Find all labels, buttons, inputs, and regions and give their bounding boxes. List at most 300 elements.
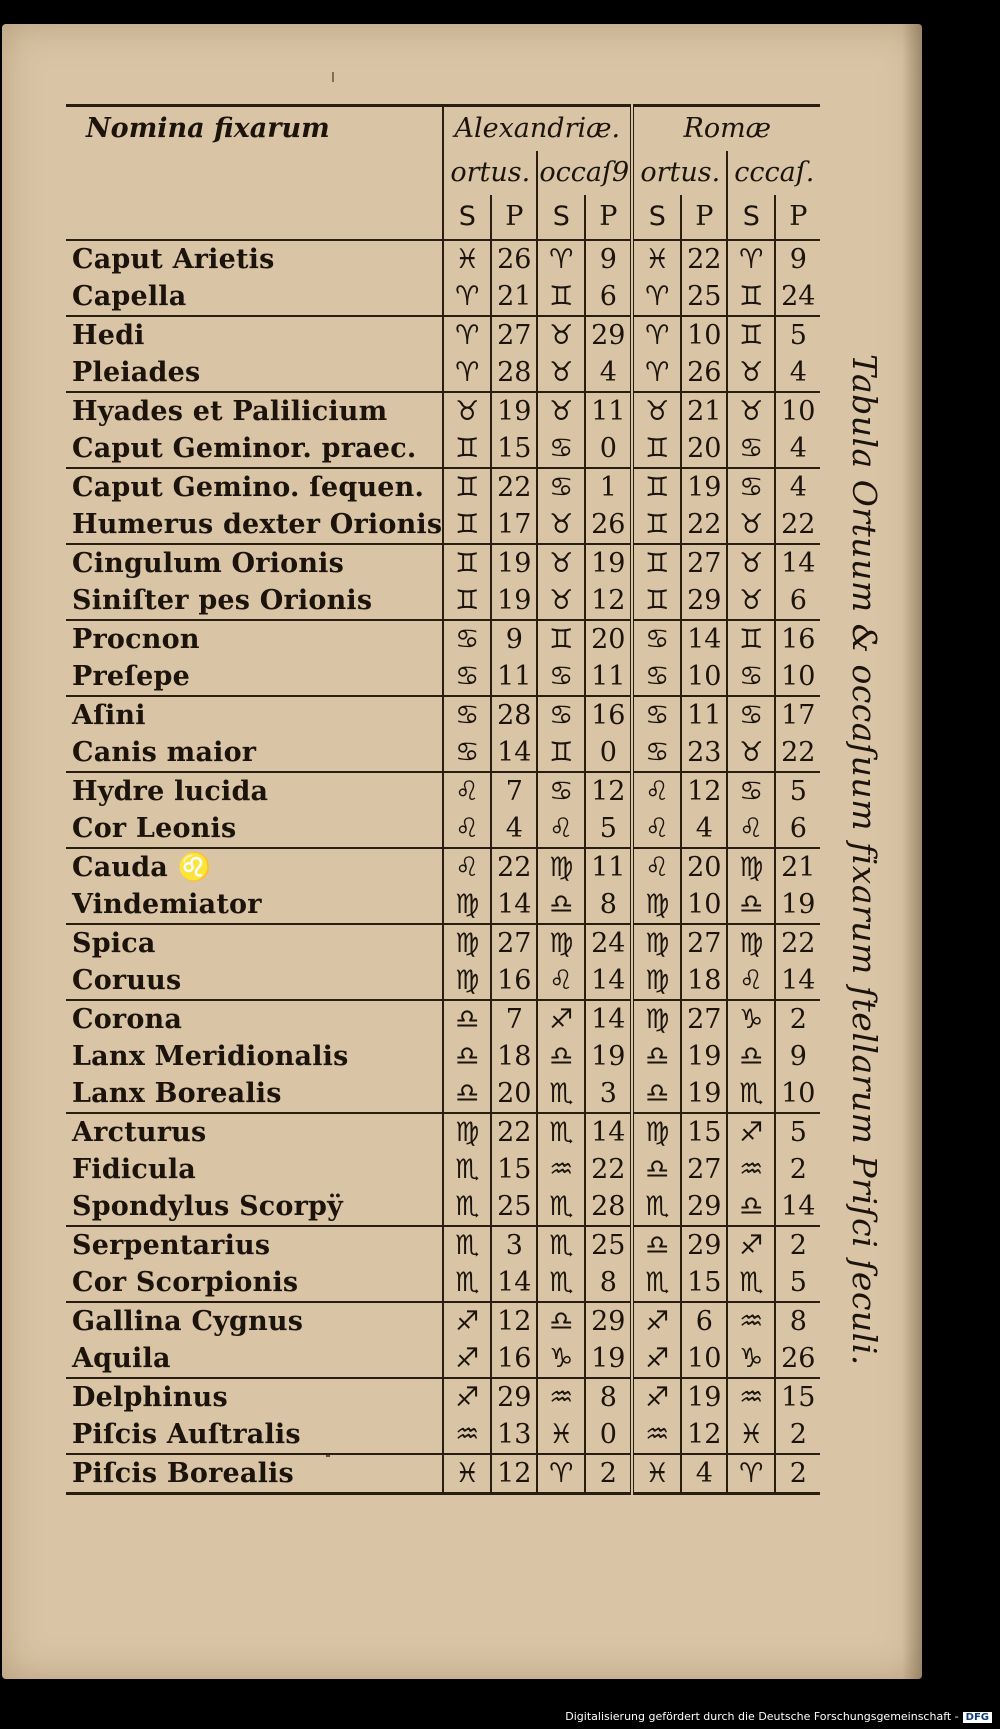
degree-cell: 20: [681, 430, 727, 468]
table-row: [66, 886, 820, 924]
degree-cell: 24: [775, 278, 820, 316]
degree-cell: 14: [491, 886, 537, 924]
sub-header: ortus.: [443, 151, 537, 195]
side-title-text: Tabula Ortuum & occaſuum fixarum ſtellarum Priſci ſeculi.: [845, 354, 884, 1366]
sign-cell: ♒: [727, 1302, 775, 1340]
table-row: [66, 1151, 820, 1188]
degree-cell: 29: [491, 1378, 537, 1416]
degree-cell: 21: [491, 278, 537, 316]
degree-cell: 2: [775, 1226, 820, 1264]
degree-cell: 12: [585, 582, 632, 620]
degree-cell: 19: [491, 392, 537, 430]
star-name: Procnon: [66, 620, 443, 658]
table-row: [66, 1302, 820, 1340]
table-row: [66, 962, 820, 1000]
star-name: Arcturus: [66, 1113, 443, 1151]
degree-cell: 19: [681, 1038, 727, 1075]
sign-cell: ♋: [537, 430, 585, 468]
sign-cell: ♉: [727, 734, 775, 772]
degree-cell: 18: [681, 962, 727, 1000]
ink-mark: [332, 72, 334, 82]
sign-cell: ♏: [632, 1264, 681, 1302]
table-row: [66, 316, 820, 354]
sign-cell: ♍: [632, 1000, 681, 1038]
sign-cell: ♏: [537, 1113, 585, 1151]
degree-cell: 22: [491, 848, 537, 886]
sign-cell: ♏: [537, 1188, 585, 1226]
sign-cell: ♎: [537, 886, 585, 924]
sign-cell: ♑: [727, 1000, 775, 1038]
table-row: [66, 278, 820, 316]
sign-cell: ♎: [537, 1302, 585, 1340]
sign-cell: ♏: [443, 1188, 491, 1226]
degree-cell: 19: [681, 1075, 727, 1113]
degree-cell: 2: [775, 1151, 820, 1188]
sign-cell: ♋: [632, 734, 681, 772]
degree-cell: 26: [775, 1340, 820, 1378]
sign-cell: ♌: [727, 962, 775, 1000]
sign-cell: ♋: [537, 772, 585, 810]
degree-cell: 18: [491, 1038, 537, 1075]
sp-header: P: [585, 195, 632, 240]
degree-cell: 10: [775, 658, 820, 696]
degree-cell: 22: [491, 1113, 537, 1151]
degree-cell: 19: [585, 1038, 632, 1075]
sign-cell: ♍: [632, 886, 681, 924]
sign-cell: ♌: [727, 810, 775, 848]
sign-cell: ♓: [727, 1416, 775, 1454]
degree-cell: 12: [681, 772, 727, 810]
table-row: [66, 848, 820, 886]
sign-cell: ♎: [727, 886, 775, 924]
footer-text: Digitalisierung gefördert durch die Deutsche Forschungsgemeinschaft -: [565, 1710, 959, 1723]
sign-cell: ♉: [727, 392, 775, 430]
sign-cell: ♎: [727, 1188, 775, 1226]
table-row: [66, 1264, 820, 1302]
sign-cell: ♈: [632, 354, 681, 392]
sign-cell: ♉: [537, 316, 585, 354]
table-row: [66, 1226, 820, 1264]
sign-cell: ♋: [632, 696, 681, 734]
sign-cell: ♓: [443, 1454, 491, 1494]
degree-cell: 4: [775, 468, 820, 506]
degree-cell: 20: [585, 620, 632, 658]
dfg-logo: DFG: [963, 1712, 992, 1723]
sign-cell: ♋: [443, 734, 491, 772]
sign-cell: ♓: [537, 1416, 585, 1454]
table-row: [66, 1075, 820, 1113]
degree-cell: 5: [775, 316, 820, 354]
degree-cell: 6: [775, 582, 820, 620]
sign-cell: ♈: [632, 278, 681, 316]
star-name: Piſcis Borealis: [66, 1454, 443, 1494]
sign-cell: ♊: [443, 544, 491, 582]
degree-cell: 22: [681, 240, 727, 278]
degree-cell: 16: [585, 696, 632, 734]
degree-cell: 11: [585, 392, 632, 430]
sign-cell: ♏: [443, 1151, 491, 1188]
degree-cell: 27: [491, 924, 537, 962]
degree-cell: 8: [585, 1264, 632, 1302]
sign-cell: ♊: [443, 468, 491, 506]
star-table: [66, 104, 820, 1495]
degree-cell: 19: [585, 544, 632, 582]
table-row: [66, 354, 820, 392]
sign-cell: ♎: [727, 1038, 775, 1075]
degree-cell: 3: [585, 1075, 632, 1113]
sign-cell: ♐: [443, 1302, 491, 1340]
degree-cell: 8: [775, 1302, 820, 1340]
sign-cell: ♏: [537, 1264, 585, 1302]
table-row: [66, 1038, 820, 1075]
sign-cell: ♑: [537, 1340, 585, 1378]
sign-cell: ♊: [727, 620, 775, 658]
sign-cell: ♍: [443, 886, 491, 924]
sign-cell: ♈: [443, 278, 491, 316]
sign-cell: ♎: [443, 1000, 491, 1038]
degree-cell: 10: [775, 392, 820, 430]
sign-cell: ♒: [632, 1416, 681, 1454]
sign-cell: ♈: [537, 240, 585, 278]
degree-cell: 25: [681, 278, 727, 316]
star-name: Cor Scorpionis: [72, 1267, 299, 1298]
table-body: [66, 240, 820, 1494]
sign-cell: ♉: [727, 354, 775, 392]
place-header-alexandria: Alexandriæ.: [443, 106, 632, 152]
degree-cell: 27: [681, 1151, 727, 1188]
degree-cell: 0: [585, 1416, 632, 1454]
sign-cell: ♉: [727, 582, 775, 620]
table-row: [66, 1113, 820, 1151]
footer-credit: [565, 1710, 992, 1723]
sign-cell: ♍: [727, 848, 775, 886]
degree-cell: 14: [585, 962, 632, 1000]
table-row: [66, 582, 820, 620]
degree-cell: 22: [775, 734, 820, 772]
degree-cell: 2: [775, 1416, 820, 1454]
book-page: [2, 24, 922, 1679]
degree-cell: 26: [585, 506, 632, 544]
sub-header: cccaſ.: [727, 151, 820, 195]
star-name: Pleiades: [72, 357, 201, 388]
degree-cell: 14: [491, 1264, 537, 1302]
sign-cell: ♏: [537, 1226, 585, 1264]
sign-cell: ♉: [443, 392, 491, 430]
table-row: [66, 1000, 820, 1038]
degree-cell: 10: [681, 1340, 727, 1378]
degree-cell: 10: [681, 886, 727, 924]
sign-cell: ♊: [443, 506, 491, 544]
star-name: Fidicula: [72, 1154, 196, 1185]
star-name: Lanx Meridionalis: [72, 1041, 349, 1072]
star-name: Preſepe: [72, 661, 190, 692]
sp-header: P: [681, 195, 727, 240]
star-name: Capella: [72, 281, 187, 312]
degree-cell: 19: [775, 886, 820, 924]
degree-cell: 25: [585, 1226, 632, 1264]
sub-header: ortus.: [632, 151, 727, 195]
degree-cell: 20: [491, 1075, 537, 1113]
sp-header: S: [443, 195, 491, 240]
degree-cell: 20: [681, 848, 727, 886]
star-name: Cauda ♌: [66, 848, 443, 886]
sign-cell: ♐: [443, 1378, 491, 1416]
sign-cell: ♒: [443, 1416, 491, 1454]
place-header-rome: Romæ: [632, 106, 820, 152]
table-row: [66, 506, 820, 544]
sign-cell: ♉: [632, 392, 681, 430]
sign-cell: ♓: [443, 240, 491, 278]
table-row: [66, 734, 820, 772]
sign-cell: ♈: [443, 316, 491, 354]
degree-cell: 17: [491, 506, 537, 544]
table-row: [66, 1454, 820, 1494]
table-row: [66, 430, 820, 468]
degree-cell: 7: [491, 772, 537, 810]
degree-cell: 10: [681, 658, 727, 696]
sign-cell: ♐: [727, 1113, 775, 1151]
sign-cell: ♊: [537, 734, 585, 772]
sign-cell: ♒: [537, 1151, 585, 1188]
sign-cell: ♌: [537, 810, 585, 848]
table-row: [66, 1188, 820, 1226]
sign-cell: ♉: [537, 392, 585, 430]
sign-cell: ♈: [537, 1454, 585, 1494]
sp-header: S: [727, 195, 775, 240]
degree-cell: 11: [681, 696, 727, 734]
degree-cell: 28: [491, 354, 537, 392]
degree-cell: 19: [585, 1340, 632, 1378]
sign-cell: ♌: [537, 962, 585, 1000]
sign-cell: ♌: [632, 810, 681, 848]
degree-cell: 14: [681, 620, 727, 658]
degree-cell: 23: [681, 734, 727, 772]
degree-cell: 10: [775, 1075, 820, 1113]
sign-cell: ♏: [727, 1264, 775, 1302]
sign-cell: ♉: [537, 582, 585, 620]
star-name: Spica: [66, 924, 443, 962]
sign-cell: ♐: [632, 1340, 681, 1378]
sign-cell: ♌: [632, 772, 681, 810]
sign-cell: ♍: [443, 1113, 491, 1151]
sign-cell: ♒: [727, 1151, 775, 1188]
sign-cell: ♈: [443, 354, 491, 392]
sign-cell: ♊: [727, 316, 775, 354]
degree-cell: 12: [491, 1302, 537, 1340]
degree-cell: 16: [491, 1340, 537, 1378]
sign-cell: ♍: [443, 962, 491, 1000]
sign-cell: ♊: [632, 430, 681, 468]
degree-cell: 24: [585, 924, 632, 962]
table-row: [66, 240, 820, 278]
sp-header: S: [537, 195, 585, 240]
degree-cell: 2: [585, 1454, 632, 1494]
sign-cell: ♍: [727, 924, 775, 962]
sign-cell: ♎: [632, 1075, 681, 1113]
degree-cell: 15: [775, 1378, 820, 1416]
degree-cell: 14: [585, 1000, 632, 1038]
table-row: [66, 924, 820, 962]
sign-cell: ♉: [537, 506, 585, 544]
sign-cell: ♎: [443, 1038, 491, 1075]
degree-cell: 2: [775, 1000, 820, 1038]
degree-cell: 12: [491, 1454, 537, 1494]
sign-cell: ♊: [443, 582, 491, 620]
degree-cell: 6: [681, 1302, 727, 1340]
sign-cell: ♑: [727, 1340, 775, 1378]
degree-cell: 7: [491, 1000, 537, 1038]
star-name: Caput Arietis: [66, 240, 443, 278]
star-name: Siniſter pes Orionis: [72, 585, 373, 616]
degree-cell: 5: [585, 810, 632, 848]
degree-cell: 29: [681, 1226, 727, 1264]
star-name: Aquila: [72, 1343, 171, 1374]
sp-header: P: [491, 195, 537, 240]
star-name: Gallina Cygnus: [66, 1302, 443, 1340]
sign-cell: ♋: [727, 658, 775, 696]
degree-cell: 5: [775, 1113, 820, 1151]
degree-cell: 19: [681, 468, 727, 506]
sign-cell: ♋: [443, 696, 491, 734]
sign-cell: ♍: [537, 924, 585, 962]
degree-cell: 9: [585, 240, 632, 278]
sign-cell: ♈: [632, 316, 681, 354]
star-name: Hyades et Palilicium: [66, 392, 443, 430]
degree-cell: 17: [775, 696, 820, 734]
sign-cell: ♓: [632, 240, 681, 278]
degree-cell: 19: [491, 544, 537, 582]
star-name: Coruus: [72, 965, 182, 996]
star-name: Aſini: [66, 696, 443, 734]
degree-cell: 28: [585, 1188, 632, 1226]
degree-cell: 14: [775, 544, 820, 582]
degree-cell: 8: [585, 1378, 632, 1416]
sign-cell: ♎: [443, 1075, 491, 1113]
degree-cell: 25: [491, 1188, 537, 1226]
degree-cell: 26: [681, 354, 727, 392]
star-name: Serpentarius: [66, 1226, 443, 1264]
degree-cell: 16: [491, 962, 537, 1000]
star-name: Humerus dexter Orionis: [72, 509, 443, 540]
star-name: Canis maior: [72, 737, 257, 768]
sign-cell: ♎: [537, 1038, 585, 1075]
degree-cell: 6: [585, 278, 632, 316]
sign-cell: ♉: [537, 544, 585, 582]
sign-cell: ♊: [727, 278, 775, 316]
sign-cell: ♊: [632, 544, 681, 582]
sign-cell: ♉: [727, 544, 775, 582]
sign-cell: ♎: [632, 1038, 681, 1075]
sign-cell: ♍: [632, 924, 681, 962]
sign-cell: ♊: [632, 582, 681, 620]
table-row: [66, 658, 820, 696]
degree-cell: 21: [775, 848, 820, 886]
degree-cell: 12: [585, 772, 632, 810]
sign-cell: ♋: [632, 620, 681, 658]
sign-cell: ♎: [632, 1151, 681, 1188]
sign-cell: ♋: [727, 696, 775, 734]
table-row: [66, 772, 820, 810]
sign-cell: ♋: [537, 658, 585, 696]
star-name: Vindemiator: [72, 889, 262, 920]
sign-cell: ♈: [727, 240, 775, 278]
degree-cell: 4: [775, 430, 820, 468]
sign-cell: ♊: [632, 506, 681, 544]
degree-cell: 8: [585, 886, 632, 924]
sign-cell: ♊: [537, 278, 585, 316]
degree-cell: 4: [491, 810, 537, 848]
sign-cell: ♈: [727, 1454, 775, 1494]
column-header-names: Nomina fixarum: [66, 106, 443, 241]
table-row: [66, 696, 820, 734]
degree-cell: 14: [585, 1113, 632, 1151]
sign-cell: ♒: [537, 1378, 585, 1416]
degree-cell: 21: [681, 392, 727, 430]
table-row: [66, 1378, 820, 1416]
sign-cell: ♊: [632, 468, 681, 506]
table-row: [66, 544, 820, 582]
degree-cell: 29: [585, 316, 632, 354]
star-name: Caput Gemino. ſequen.: [66, 468, 443, 506]
sign-cell: ♋: [443, 658, 491, 696]
sign-cell: ♌: [443, 772, 491, 810]
sign-cell: ♌: [632, 848, 681, 886]
sign-cell: ♏: [537, 1075, 585, 1113]
star-name: Spondylus Scorpÿ: [72, 1191, 344, 1222]
sign-cell: ♋: [537, 696, 585, 734]
sign-cell: ♋: [632, 658, 681, 696]
degree-cell: 6: [775, 810, 820, 848]
sub-header: occaſ9: [537, 151, 632, 195]
star-name: Piſcis Auſtralis: [72, 1419, 301, 1450]
degree-cell: 9: [491, 620, 537, 658]
sign-cell: ♏: [443, 1226, 491, 1264]
sign-cell: ♊: [443, 430, 491, 468]
degree-cell: 22: [491, 468, 537, 506]
degree-cell: 11: [585, 658, 632, 696]
degree-cell: 27: [491, 316, 537, 354]
table-row: [66, 1416, 820, 1454]
sign-cell: ♊: [537, 620, 585, 658]
sign-cell: ♏: [632, 1188, 681, 1226]
degree-cell: 3: [491, 1226, 537, 1264]
table-row: [66, 392, 820, 430]
degree-cell: 15: [681, 1113, 727, 1151]
sign-cell: ♉: [727, 506, 775, 544]
sign-cell: ♐: [443, 1340, 491, 1378]
degree-cell: 29: [681, 582, 727, 620]
degree-cell: 1: [585, 468, 632, 506]
star-name: Hydre lucida: [66, 772, 443, 810]
degree-cell: 9: [775, 1038, 820, 1075]
degree-cell: 2: [775, 1454, 820, 1494]
degree-cell: 22: [681, 506, 727, 544]
degree-cell: 10: [681, 316, 727, 354]
degree-cell: 26: [491, 240, 537, 278]
sign-cell: ♐: [537, 1000, 585, 1038]
sign-cell: ♌: [443, 810, 491, 848]
degree-cell: 22: [585, 1151, 632, 1188]
sign-cell: ♋: [537, 468, 585, 506]
star-name: Caput Geminor. praec.: [72, 433, 417, 464]
degree-cell: 5: [775, 1264, 820, 1302]
degree-cell: 11: [491, 658, 537, 696]
star-name: Lanx Borealis: [72, 1078, 282, 1109]
table-row: [66, 620, 820, 658]
degree-cell: 27: [681, 544, 727, 582]
degree-cell: 4: [681, 1454, 727, 1494]
degree-cell: 12: [681, 1416, 727, 1454]
